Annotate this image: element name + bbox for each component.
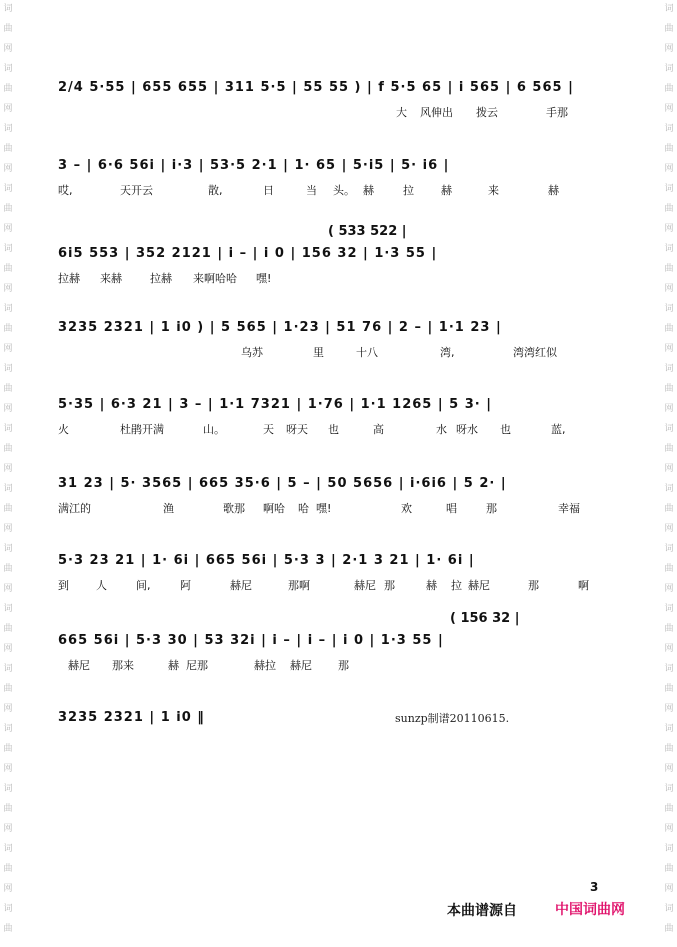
- watermark-glyph: 曲: [664, 924, 674, 934]
- lyric-syllable: 满江的: [58, 502, 91, 515]
- lyric-syllable: 拨云: [476, 106, 498, 119]
- watermark-glyph: 词: [3, 904, 13, 914]
- watermark-glyph: 网: [3, 284, 13, 294]
- watermark-glyph: 曲: [664, 144, 674, 154]
- notes-line: 5·35 | 6·3 21 | 3 – | 1·1 7321 | 1·76 | 1·1 1265 | 5 3· |: [58, 397, 492, 412]
- watermark-glyph: 词: [664, 244, 674, 254]
- watermark-glyph: 曲: [664, 684, 674, 694]
- watermark-glyph: 网: [664, 44, 674, 54]
- lyric-syllable: 拉赫: [58, 272, 80, 285]
- lyric-syllable: 也: [328, 423, 339, 436]
- watermark-glyph: 曲: [3, 324, 13, 334]
- lyric-syllable: 那啊: [288, 579, 310, 592]
- notes-line: 6i5 553 | 352 2121 | i – | i 0 | 156 32 | 1·3 55 |: [58, 246, 438, 261]
- page-number: 3: [590, 880, 599, 894]
- lyric-syllable: 啊: [578, 579, 589, 592]
- lyric-syllable: 唱: [446, 502, 457, 515]
- lyric-syllable: 渔: [163, 502, 174, 515]
- lyric-syllable: 赫尼: [290, 659, 312, 672]
- watermark-glyph: 曲: [664, 564, 674, 574]
- watermark-glyph: 词: [3, 124, 13, 134]
- watermark-glyph: 曲: [3, 204, 13, 214]
- lyric-syllable: 日: [263, 184, 274, 197]
- watermark-glyph: 词: [664, 64, 674, 74]
- watermark-right: [661, 0, 677, 947]
- watermark-glyph: 词: [664, 304, 674, 314]
- lyric-syllable: 赫: [441, 184, 452, 197]
- watermark-glyph: 曲: [3, 744, 13, 754]
- watermark-glyph: 网: [3, 824, 13, 834]
- lyric-syllable: 那: [528, 579, 539, 592]
- watermark-glyph: 网: [3, 584, 13, 594]
- notes-line: 2/4 5·55 | 655 655 | 311 5·5 | 55 55 ) | f 5·5 65 | i 565 | 6 565 |: [58, 80, 574, 95]
- watermark-glyph: 曲: [664, 444, 674, 454]
- source-label: 本曲谱源自: [447, 903, 517, 919]
- lyric-syllable: 赫尼: [354, 579, 376, 592]
- notes-line: 31 23 | 5· 3565 | 665 35·6 | 5 – | 50 5656 | i·6i6 | 5 2· |: [58, 476, 507, 491]
- watermark-glyph: 曲: [3, 264, 13, 274]
- watermark-glyph: 曲: [3, 24, 13, 34]
- lyric-syllable: 天: [263, 423, 274, 436]
- lyric-syllable: 来赫: [100, 272, 122, 285]
- watermark-glyph: 网: [664, 344, 674, 354]
- lyric-syllable: 人: [96, 579, 107, 592]
- lyric-syllable: 呀水: [456, 423, 478, 436]
- lyric-syllable: 湾湾红似: [513, 346, 557, 359]
- watermark-glyph: 曲: [3, 384, 13, 394]
- watermark-glyph: 网: [664, 764, 674, 774]
- watermark-glyph: 曲: [664, 84, 674, 94]
- lyric-syllable: 手那: [546, 106, 568, 119]
- lyric-syllable: 赫拉: [254, 659, 276, 672]
- arranger-signature: sunzp制谱20110615.: [395, 712, 510, 725]
- watermark-glyph: 网: [664, 404, 674, 414]
- watermark-glyph: 词: [664, 904, 674, 914]
- lyric-syllable: 赫尼: [468, 579, 490, 592]
- notes-line: 3 – | 6·6 56i | i·3 | 53·5 2·1 | 1· 65 | 5·i5 | 5· i6 |: [58, 158, 450, 173]
- watermark-glyph: 曲: [664, 864, 674, 874]
- lyric-syllable: 欢: [401, 502, 412, 515]
- lyric-syllable: 当: [306, 184, 317, 197]
- watermark-glyph: 曲: [3, 804, 13, 814]
- accompaniment-bracket: ( 533 522 |: [328, 224, 407, 239]
- watermark-glyph: 曲: [664, 264, 674, 274]
- lyric-syllable: 哈: [298, 502, 309, 515]
- watermark-glyph: 词: [3, 784, 13, 794]
- watermark-glyph: 网: [664, 644, 674, 654]
- watermark-glyph: 词: [3, 244, 13, 254]
- watermark-glyph: 词: [3, 364, 13, 374]
- lyric-syllable: 乌苏: [241, 346, 263, 359]
- watermark-glyph: 词: [664, 544, 674, 554]
- watermark-glyph: 网: [3, 164, 13, 174]
- lyric-syllable: 赫尼: [68, 659, 90, 672]
- lyric-syllable: 那来: [112, 659, 134, 672]
- watermark-glyph: 词: [3, 844, 13, 854]
- watermark-glyph: 曲: [664, 384, 674, 394]
- lyric-syllable: 赫: [168, 659, 179, 672]
- watermark-glyph: 曲: [3, 864, 13, 874]
- lyric-syllable: 那: [384, 579, 395, 592]
- lyric-syllable: 阿: [180, 579, 191, 592]
- watermark-glyph: 网: [664, 224, 674, 234]
- watermark-glyph: 词: [3, 484, 13, 494]
- watermark-left: [0, 0, 16, 947]
- watermark-glyph: 词: [3, 184, 13, 194]
- watermark-glyph: 曲: [3, 84, 13, 94]
- watermark-glyph: 曲: [664, 504, 674, 514]
- watermark-glyph: 词: [3, 4, 13, 14]
- watermark-glyph: 词: [664, 484, 674, 494]
- watermark-glyph: 网: [664, 164, 674, 174]
- watermark-glyph: 网: [664, 884, 674, 894]
- lyric-syllable: 赫: [426, 579, 437, 592]
- accompaniment-bracket: ( 156 32 |: [450, 611, 520, 626]
- watermark-glyph: 词: [664, 4, 674, 14]
- lyric-syllable: 嘿!: [316, 502, 332, 515]
- lyric-syllable: 火: [58, 423, 69, 436]
- watermark-glyph: 词: [664, 364, 674, 374]
- lyric-syllable: 赫: [548, 184, 559, 197]
- watermark-glyph: 网: [664, 524, 674, 534]
- watermark-glyph: 词: [3, 64, 13, 74]
- watermark-glyph: 网: [3, 644, 13, 654]
- watermark-glyph: 曲: [664, 24, 674, 34]
- lyric-syllable: 天开云: [120, 184, 153, 197]
- lyric-syllable: 头。: [333, 184, 355, 197]
- watermark-glyph: 网: [3, 104, 13, 114]
- watermark-glyph: 网: [664, 284, 674, 294]
- lyric-syllable: 到: [58, 579, 69, 592]
- watermark-glyph: 网: [664, 584, 674, 594]
- lyric-syllable: 赫: [363, 184, 374, 197]
- watermark-glyph: 网: [3, 524, 13, 534]
- watermark-glyph: 网: [664, 104, 674, 114]
- watermark-glyph: 词: [3, 544, 13, 554]
- watermark-glyph: 网: [664, 464, 674, 474]
- lyric-syllable: 啊哈: [263, 502, 285, 515]
- watermark-glyph: 曲: [664, 804, 674, 814]
- watermark-glyph: 曲: [664, 324, 674, 334]
- lyric-syllable: 歌那: [223, 502, 245, 515]
- watermark-glyph: 词: [3, 724, 13, 734]
- notes-line: 3235 2321 | 1 i0 ) | 5 565 | 1·23 | 51 76 | 2 – | 1·1 23 |: [58, 320, 502, 335]
- watermark-glyph: 网: [664, 824, 674, 834]
- watermark-glyph: 词: [3, 664, 13, 674]
- lyric-syllable: 呀天: [286, 423, 308, 436]
- watermark-glyph: 曲: [664, 624, 674, 634]
- lyric-syllable: 幸福: [558, 502, 580, 515]
- watermark-glyph: 网: [3, 764, 13, 774]
- watermark-glyph: 曲: [3, 144, 13, 154]
- watermark-glyph: 词: [664, 184, 674, 194]
- lyric-syllable: 赫尼: [230, 579, 252, 592]
- watermark-glyph: 词: [664, 724, 674, 734]
- watermark-glyph: 网: [3, 44, 13, 54]
- lyric-syllable: 散,: [208, 184, 223, 197]
- watermark-glyph: 词: [3, 304, 13, 314]
- lyric-syllable: 来: [488, 184, 499, 197]
- watermark-glyph: 曲: [3, 564, 13, 574]
- site-name: 中国词曲网: [555, 902, 625, 918]
- watermark-glyph: 网: [3, 704, 13, 714]
- watermark-glyph: 曲: [3, 684, 13, 694]
- lyric-syllable: 拉赫: [150, 272, 172, 285]
- lyric-syllable: 那: [338, 659, 349, 672]
- lyric-syllable: 湾,: [440, 346, 455, 359]
- lyric-syllable: 也: [500, 423, 511, 436]
- notes-line: 5·3 23 21 | 1· 6i | 665 56i | 5·3 3 | 2·1 3 21 | 1· 6i |: [58, 553, 475, 568]
- notes-line: 3235 2321 | 1 i0 ‖: [58, 710, 205, 725]
- watermark-glyph: 曲: [664, 744, 674, 754]
- lyric-syllable: 拉: [403, 184, 414, 197]
- watermark-glyph: 词: [3, 604, 13, 614]
- lyric-syllable: 高: [373, 423, 384, 436]
- lyric-syllable: 大: [396, 106, 407, 119]
- notes-line: 665 56i | 5·3 30 | 53 32i | i – | i – | i 0 | 1·3 55 |: [58, 633, 444, 648]
- lyric-syllable: 里: [313, 346, 324, 359]
- lyric-syllable: 那: [486, 502, 497, 515]
- lyric-syllable: 间,: [136, 579, 151, 592]
- lyric-syllable: 杜鹃开满: [120, 423, 164, 436]
- lyric-syllable: 风伸出: [420, 106, 453, 119]
- lyric-syllable: 山。: [203, 423, 225, 436]
- lyric-syllable: 尼那: [186, 659, 208, 672]
- watermark-glyph: 网: [3, 404, 13, 414]
- lyric-syllable: 拉: [451, 579, 462, 592]
- watermark-glyph: 曲: [3, 504, 13, 514]
- watermark-glyph: 词: [3, 424, 13, 434]
- watermark-glyph: 词: [664, 604, 674, 614]
- lyric-syllable: 哎,: [58, 184, 73, 197]
- lyric-syllable: 十八: [356, 346, 378, 359]
- lyric-syllable: 蓝,: [551, 423, 566, 436]
- watermark-glyph: 网: [3, 464, 13, 474]
- lyric-syllable: 水: [436, 423, 447, 436]
- lyric-syllable: 嘿!: [256, 272, 272, 285]
- watermark-glyph: 网: [3, 224, 13, 234]
- watermark-glyph: 曲: [3, 924, 13, 934]
- watermark-glyph: 词: [664, 784, 674, 794]
- watermark-glyph: 词: [664, 844, 674, 854]
- watermark-glyph: 曲: [3, 444, 13, 454]
- watermark-glyph: 曲: [664, 204, 674, 214]
- watermark-glyph: 网: [3, 344, 13, 354]
- watermark-glyph: 曲: [3, 624, 13, 634]
- watermark-glyph: 词: [664, 424, 674, 434]
- watermark-glyph: 词: [664, 664, 674, 674]
- watermark-glyph: 网: [3, 884, 13, 894]
- watermark-glyph: 网: [664, 704, 674, 714]
- watermark-glyph: 词: [664, 124, 674, 134]
- lyric-syllable: 来啊哈哈: [193, 272, 237, 285]
